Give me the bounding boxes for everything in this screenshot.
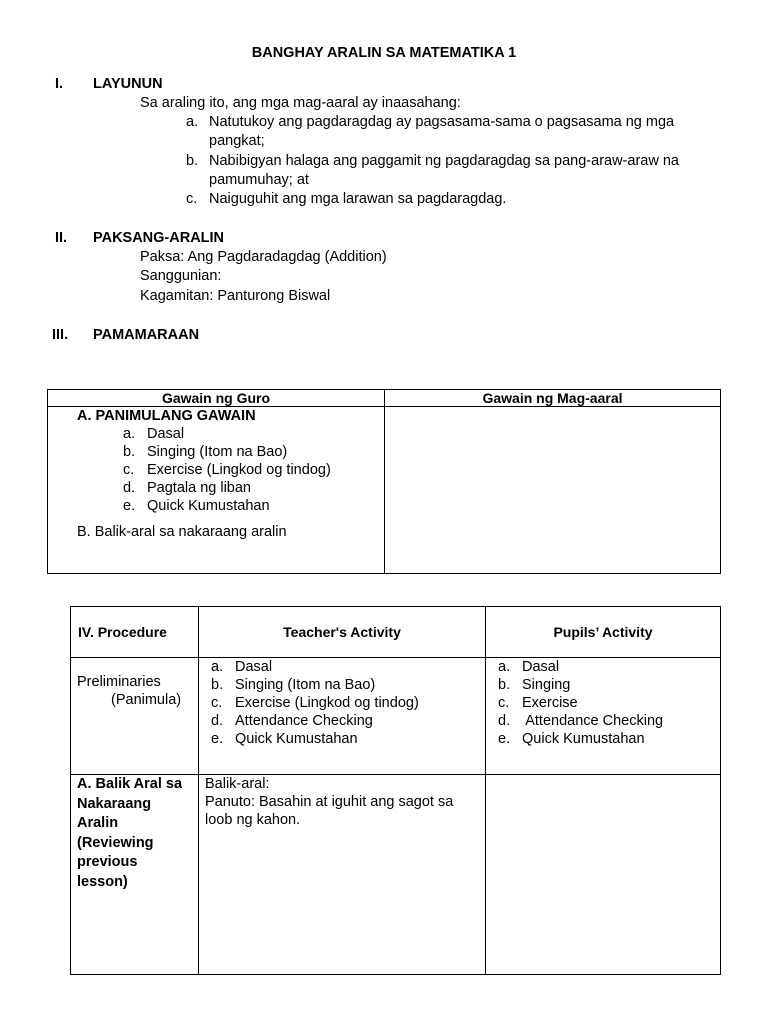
- pupils-preliminaries-list: [498, 658, 720, 748]
- section-3-heading: PAMAMARAAN: [93, 327, 200, 343]
- section-3-number: III.: [52, 327, 69, 343]
- gawain-guro-cell: [48, 407, 385, 574]
- list-item: c. Exercise (Lingkod og tindog): [123, 462, 331, 478]
- sanggunian-line: Sanggunian:: [140, 268, 222, 284]
- list-item: d. Pagtala ng liban: [123, 480, 251, 496]
- kagamitan-line: Kagamitan: Panturong Biswal: [140, 288, 331, 304]
- panimulang-gawain-heading: A. PANIMULANG GAWAIN: [77, 408, 256, 424]
- list-item: c. Exercise (Lingkod og tindog): [211, 695, 419, 711]
- objective-text: Naiguguhit ang mga larawan sa pagdaragdag.: [209, 191, 507, 207]
- objective-letter: b.: [186, 153, 199, 169]
- section-1-heading: LAYUNUN: [93, 76, 163, 92]
- balik-aral-heading: Balik-aral:: [205, 776, 270, 792]
- procedure-label-line: Aralin: [77, 815, 119, 831]
- list-item: b. Singing (Itom na Bao): [123, 444, 288, 460]
- panuto-text: Panuto: Basahin at iguhit ang sagot sa: [205, 794, 454, 810]
- preliminaries-label-cell: [71, 658, 199, 775]
- list-item: b. Singing (Itom na Bao): [211, 677, 376, 693]
- panimula-label: (Panimula): [111, 692, 182, 708]
- section-2-heading: PAKSANG-ARALIN: [93, 230, 225, 246]
- procedure-label-line: previous: [77, 854, 138, 870]
- objective-text-cont: pangkat;: [209, 133, 265, 149]
- section-1-number: I.: [55, 76, 64, 92]
- balik-aral-pupils-cell: [486, 775, 721, 975]
- list-item: a. Dasal: [498, 659, 560, 675]
- list-item: a. Dasal: [211, 659, 273, 675]
- objective-letter: c.: [186, 191, 198, 207]
- procedure-table: [70, 606, 721, 975]
- objective-text-cont: pamumuhay; at: [209, 172, 309, 188]
- procedure-label-line: (Reviewing: [77, 834, 154, 851]
- objective-letter: a.: [186, 114, 199, 130]
- objective-text: Nabibigyan halaga ang paggamit ng pagdaragdag sa pang-araw-araw na: [209, 153, 679, 169]
- objective-text: Natutukoy ang pagdaragdag ay pagsasama-sama o pagsasama ng mga: [209, 114, 675, 130]
- section-1-intro: Sa araling ito, ang mga mag-aaral ay inaasahang:: [140, 95, 461, 111]
- header-pupils-activity: Pupils’ Activity: [486, 607, 721, 658]
- list-item: b. Singing: [498, 677, 571, 693]
- section-2-number: II.: [55, 230, 68, 246]
- list-item: e. Quick Kumustahan: [498, 731, 645, 747]
- preliminaries-teacher-cell: [199, 658, 486, 775]
- header-gawain-guro: Gawain ng Guro: [48, 390, 385, 407]
- gawain-mag-aaral-cell: [385, 407, 721, 574]
- preliminaries-label: Preliminaries: [77, 674, 161, 690]
- balik-aral-item: B. Balik-aral sa nakaraang aralin: [77, 524, 287, 540]
- panimulang-gawain-list: [123, 425, 331, 515]
- list-item: d. Attendance Checking: [211, 713, 373, 729]
- header-teachers-activity: Teacher's Activity: [199, 607, 486, 658]
- preliminaries-pupils-cell: [486, 658, 721, 775]
- paksa-line: Paksa: Ang Pagdaradagdag (Addition): [140, 249, 387, 265]
- panuto-text-cont: loob ng kahon.: [205, 812, 301, 828]
- list-item: d. Attendance Checking: [498, 713, 664, 729]
- balik-aral-teacher-cell: [199, 775, 486, 975]
- header-procedure: IV. Procedure: [71, 607, 199, 658]
- procedure-label-line: A. Balik Aral sa: [77, 776, 183, 792]
- gawain-table: [47, 389, 721, 574]
- list-item: c. Exercise: [498, 695, 578, 711]
- procedure-label-line: Nakaraang: [77, 795, 152, 812]
- list-item: e. Quick Kumustahan: [123, 498, 270, 514]
- balik-aral-label-cell: [71, 775, 199, 975]
- procedure-label-line: lesson): [77, 873, 128, 890]
- page-title: BANGHAY ARALIN SA MATEMATIKA 1: [251, 45, 517, 61]
- list-item: e. Quick Kumustahan: [211, 731, 358, 747]
- teacher-preliminaries-list: [211, 658, 485, 748]
- header-gawain-mag-aaral: Gawain ng Mag-aaral: [385, 390, 721, 407]
- list-item: a. Dasal: [123, 426, 185, 442]
